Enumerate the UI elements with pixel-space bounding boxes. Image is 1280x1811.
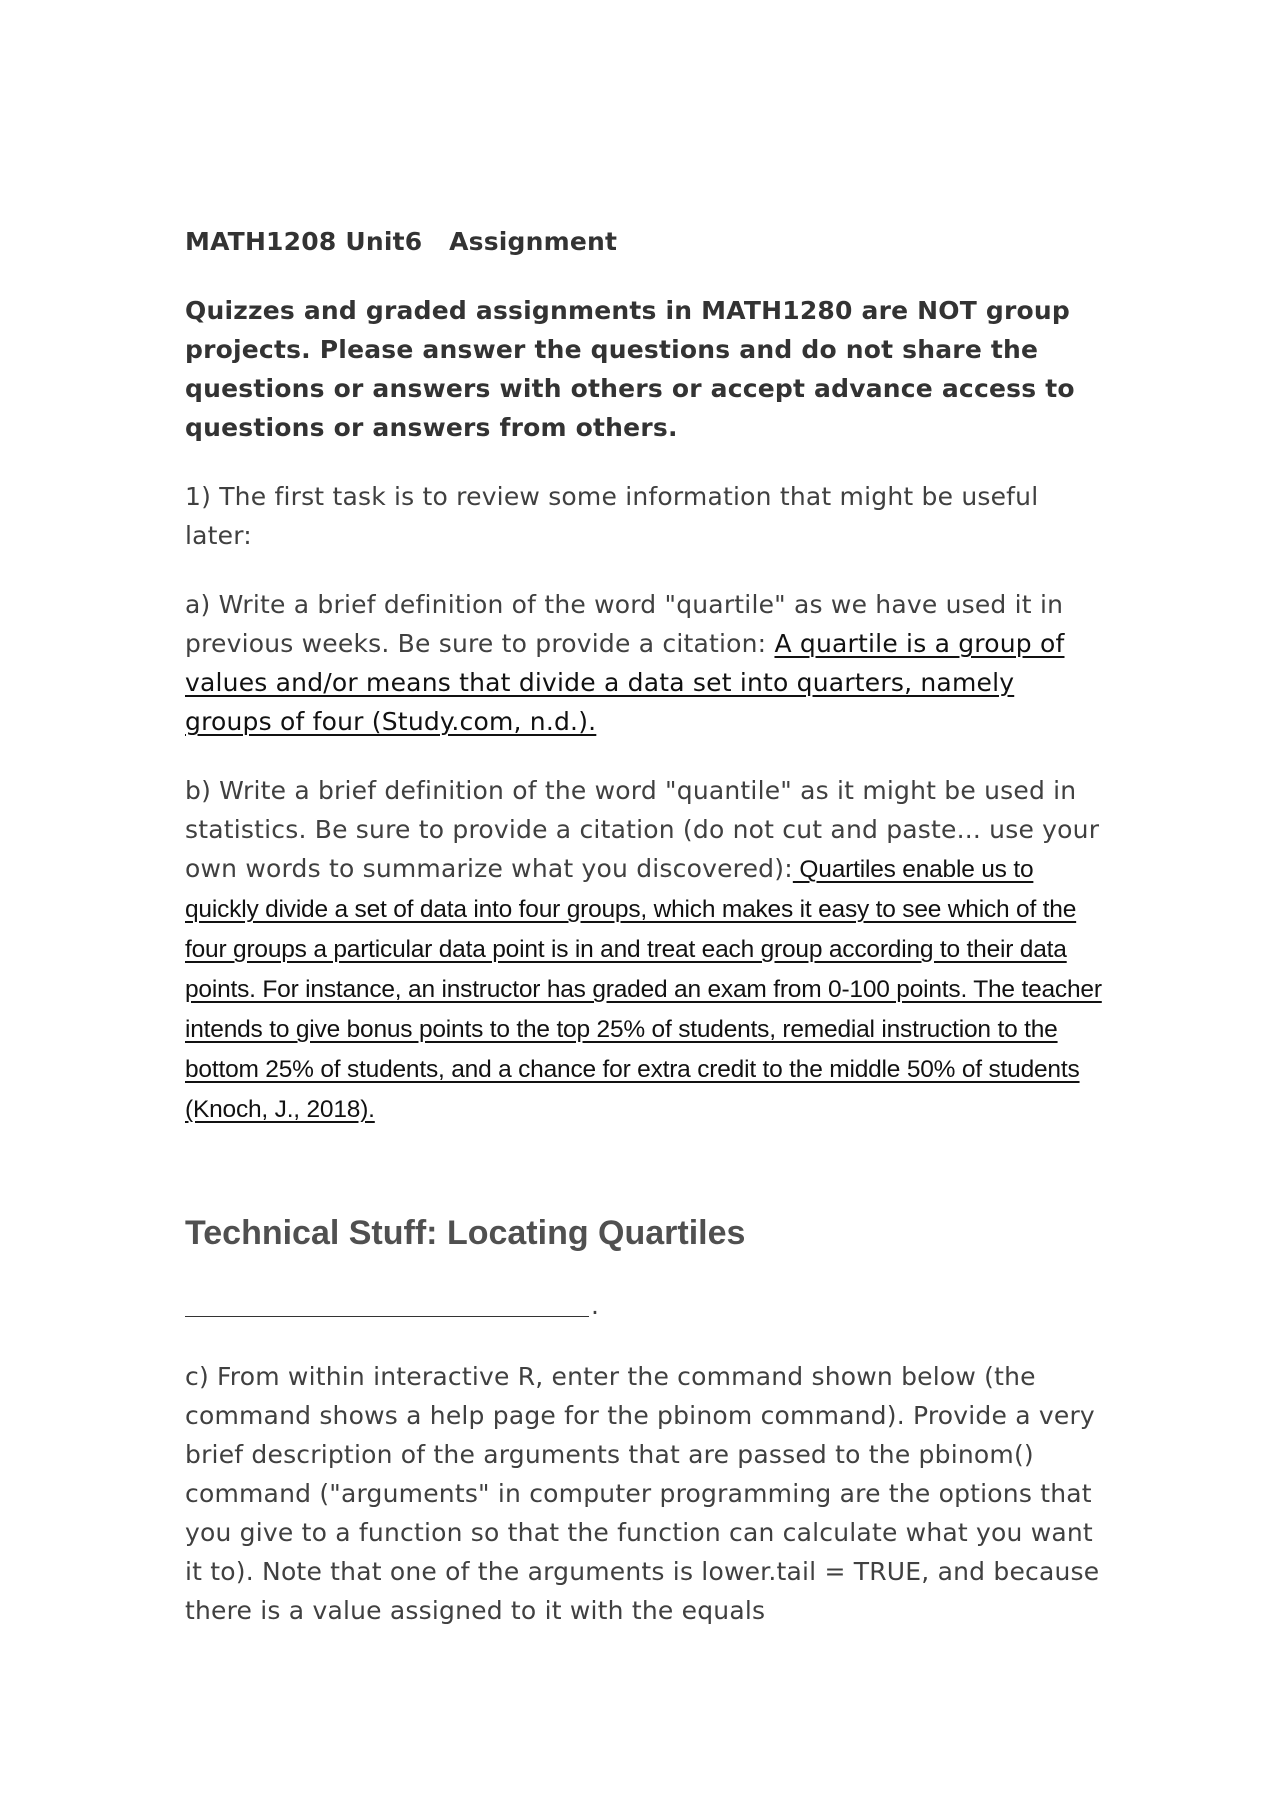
question-1c-prompt: c) From within interactive R, enter the command shown below (the command shows a help page for the pbinom command). Provide a very brief description of the arguments that are passed to the pbinom() command ("arguments" in computer programming are the options that you give to a function so that the function can calculate what you want it to). Note that one of the arguments is lower.tail = TRUE, and because there is a value assigned to it with the equals — [185, 1362, 1100, 1625]
question-1a — [185, 585, 1105, 741]
blank-rule — [185, 1294, 589, 1317]
question-1b — [185, 771, 1105, 1129]
document-page — [185, 222, 1105, 1660]
question-1a-prompt: a) Write a brief definition of the word "quartile" as we have used it in previous weeks. Be sure to provide a citation: — [185, 590, 1064, 658]
blank-suffix: . — [591, 1291, 600, 1320]
question-1a-answer: A quartile is a group of values and/or means that divide a data set into quarters, namely groups of four (Study.com, n.d.). — [185, 629, 1065, 736]
question-1-intro: 1) The first task is to review some information that might be useful later: — [185, 482, 1039, 550]
question-1b-answer: Quartiles enable us to quickly divide a set of data into four groups, which makes it easy to see which of the four groups a particular data point is in and treat each group according to their data points. For instance, an instructor has graded an exam from 0-100 points. The teacher intends to give bonus points to the top 25% of students, remedial instruction to the bottom 25% of students, and a chance for extra credit to the middle 50% of students (Knoch, J., 2018). — [185, 856, 1102, 1123]
section-heading: Technical Stuff: Locating Quartiles — [185, 1214, 746, 1252]
answer-blank-line — [185, 1287, 1105, 1320]
question-1b-prompt: b) Write a brief definition of the word "quantile" as it might be used in statistics. Be sure to provide a citation (do not cut and paste... use your own words to summarize what you discovered): — [185, 776, 1100, 883]
academic-integrity-notice: Quizzes and graded assignments in MATH1280 are NOT group projects. Please answer the questions and do not share the questions or answers with others or accept advance access to questions or answers from others. — [185, 296, 1075, 442]
assignment-title: MATH1208 Unit6 Assignment — [185, 227, 618, 256]
